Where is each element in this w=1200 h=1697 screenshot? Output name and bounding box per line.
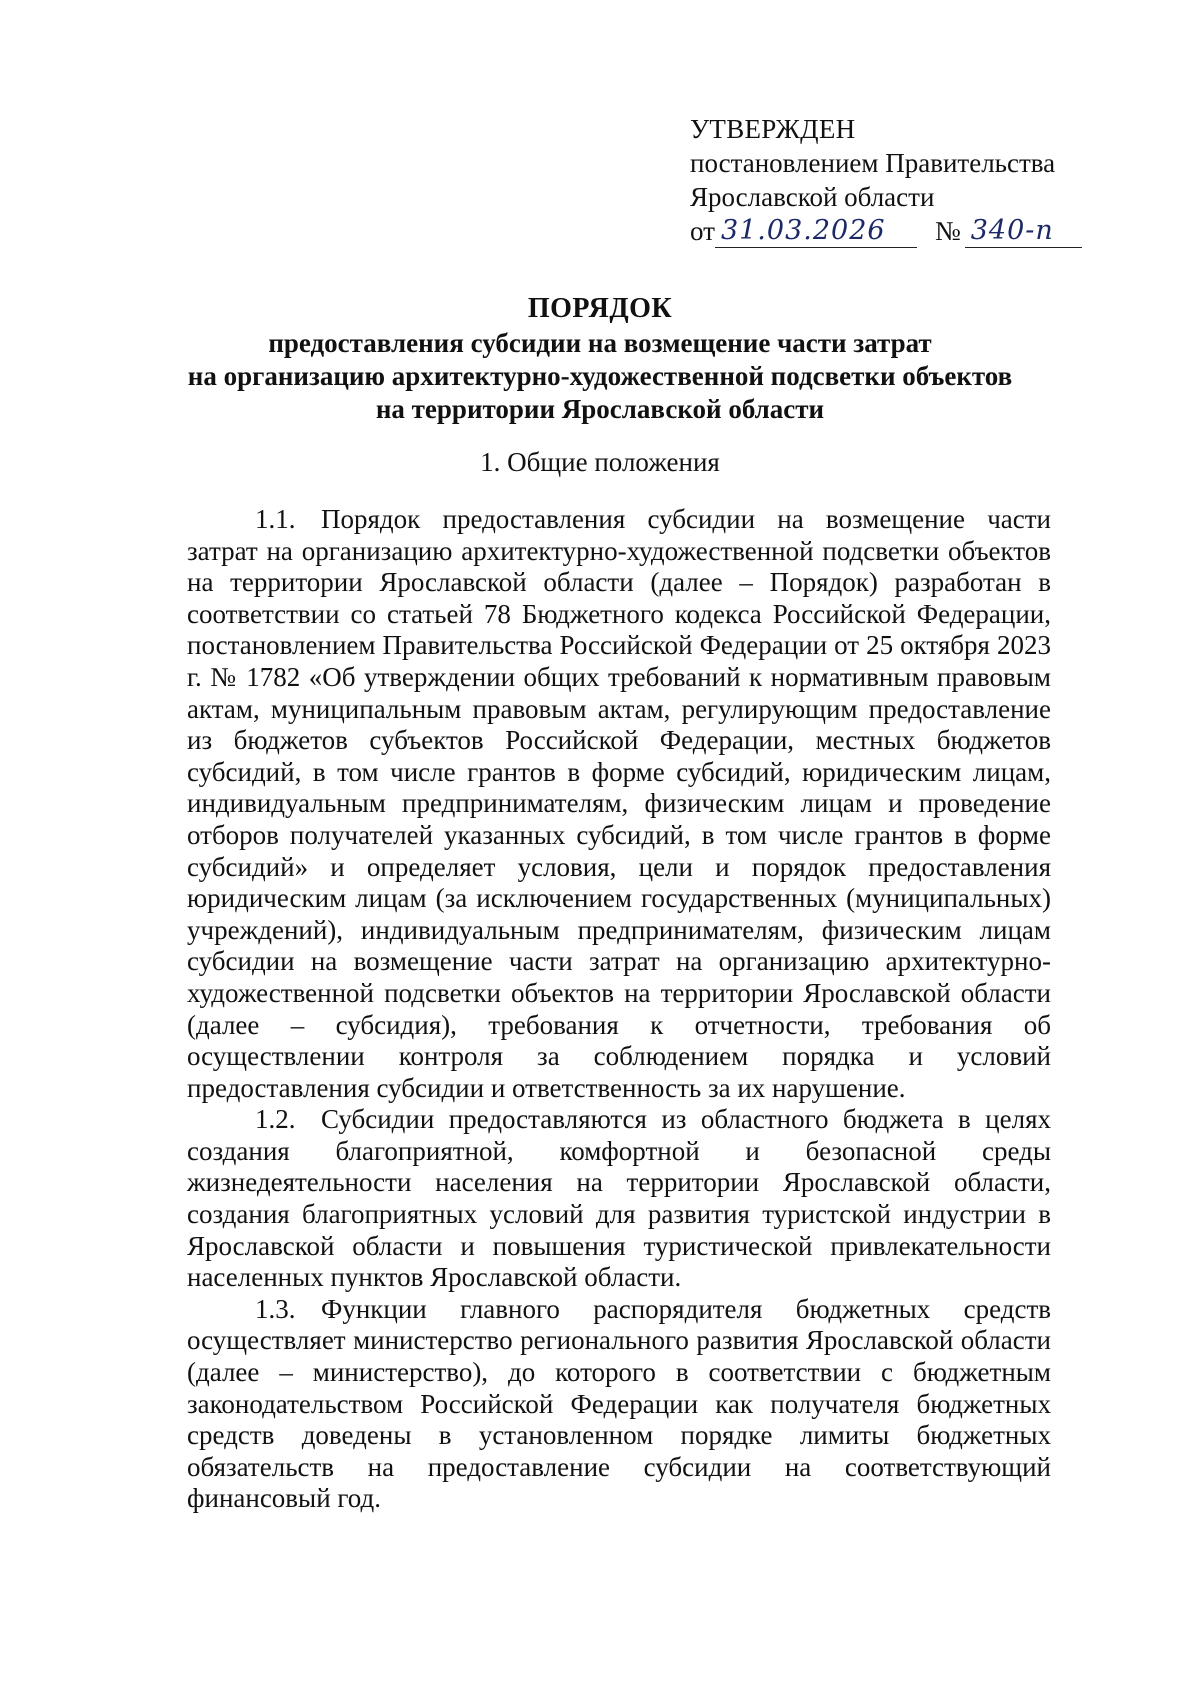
handwritten-number: 340-п	[965, 216, 1082, 248]
title-line: на организацию архитектурно-художественной подсветки объектов	[187, 361, 1013, 391]
paragraph	[187, 504, 1051, 1104]
paragraph-number: 1.2.	[255, 1104, 296, 1135]
title-heading: ПОРЯДОК	[527, 293, 673, 324]
paragraph	[187, 1294, 1051, 1515]
paragraph-text: Порядок предоставления субсидии на возмещение части затрат на организацию архитектурно-художественной подсветки объектов на территории Ярославской области (далее – Порядок) разработан в соответствии со статьей 78 Бюджетного кодекса Российской Федерации, постановлением Правительства Российской Федерации от 25 октября 2023 г. № 1782 «Об утверждении общих требований к нормативным правовым актам, муниципальным правовым актам, регулирующим предоставление из бюджетов субъектов Российской Федерации, местных бюджетов субсидий, в том числе грантов в форме субсидий, юридическим лицам, индивидуальным предпринимателям, физическим лицам и проведение отборов получателей указанных субсидий, в том числе грантов в форме субсидий» и определяет условия, цели и порядок предоставления юридическим лицам (за исключением государственных (муниципальных) учреждений), индивидуальным предпринимателям, физическим лицам субсидии на возмещение части затрат на организацию архитектурно-художественной подсветки объектов на территории Ярославской области (далее – субсидия), требования к отчетности, требования об осуществлении контроля за соблюдением порядка и условий предоставления субсидии и ответственность за их нарушение.	[187, 504, 1051, 1103]
paragraph-number: 1.1.	[255, 504, 296, 534]
approval-heading: УТВЕРЖДЕН	[690, 114, 856, 144]
document-title	[0, 292, 1200, 426]
title-line: на территории Ярославской области	[375, 394, 825, 424]
approval-date-number-row	[690, 214, 1110, 248]
paragraph-text: Субсидии предоставляются из областного бюджета в целях создания благоприятной, комфортной и безопасной среды жизнедеятельности населения на территории Ярославской области, создания благоприятных условий для развития туристской индустрии в Ярославской области и повышения туристической привлекательности населенных пунктов Ярославской области.	[187, 1104, 1051, 1293]
approval-number-prefix: №	[934, 216, 961, 246]
title-line: предоставления субсидии на возмещение части затрат	[268, 328, 932, 358]
paragraph	[187, 1104, 1051, 1294]
approval-date-prefix: от	[690, 216, 715, 246]
approval-line-2: Ярославской области	[690, 182, 935, 212]
section-heading: 1. Общие положения	[480, 447, 720, 477]
approval-line-1: постановлением Правительства	[690, 148, 1056, 178]
paragraph-number: 1.3.	[255, 1293, 296, 1324]
approval-block	[690, 112, 1110, 248]
handwritten-date: 31.03.2026	[715, 216, 917, 248]
paragraph-text: Функции главного распорядителя бюджетных средств осуществляет министерство регионального развития Ярославской области (далее – министерство), до которого в соответствии с бюджетным законодательством Российской Федерации как получателя бюджетных средств доведены в установленном порядке лимиты бюджетных обязательств на предоставление субсидии на соответствующий финансовый год.	[187, 1293, 1051, 1514]
document-body	[187, 504, 1051, 1515]
